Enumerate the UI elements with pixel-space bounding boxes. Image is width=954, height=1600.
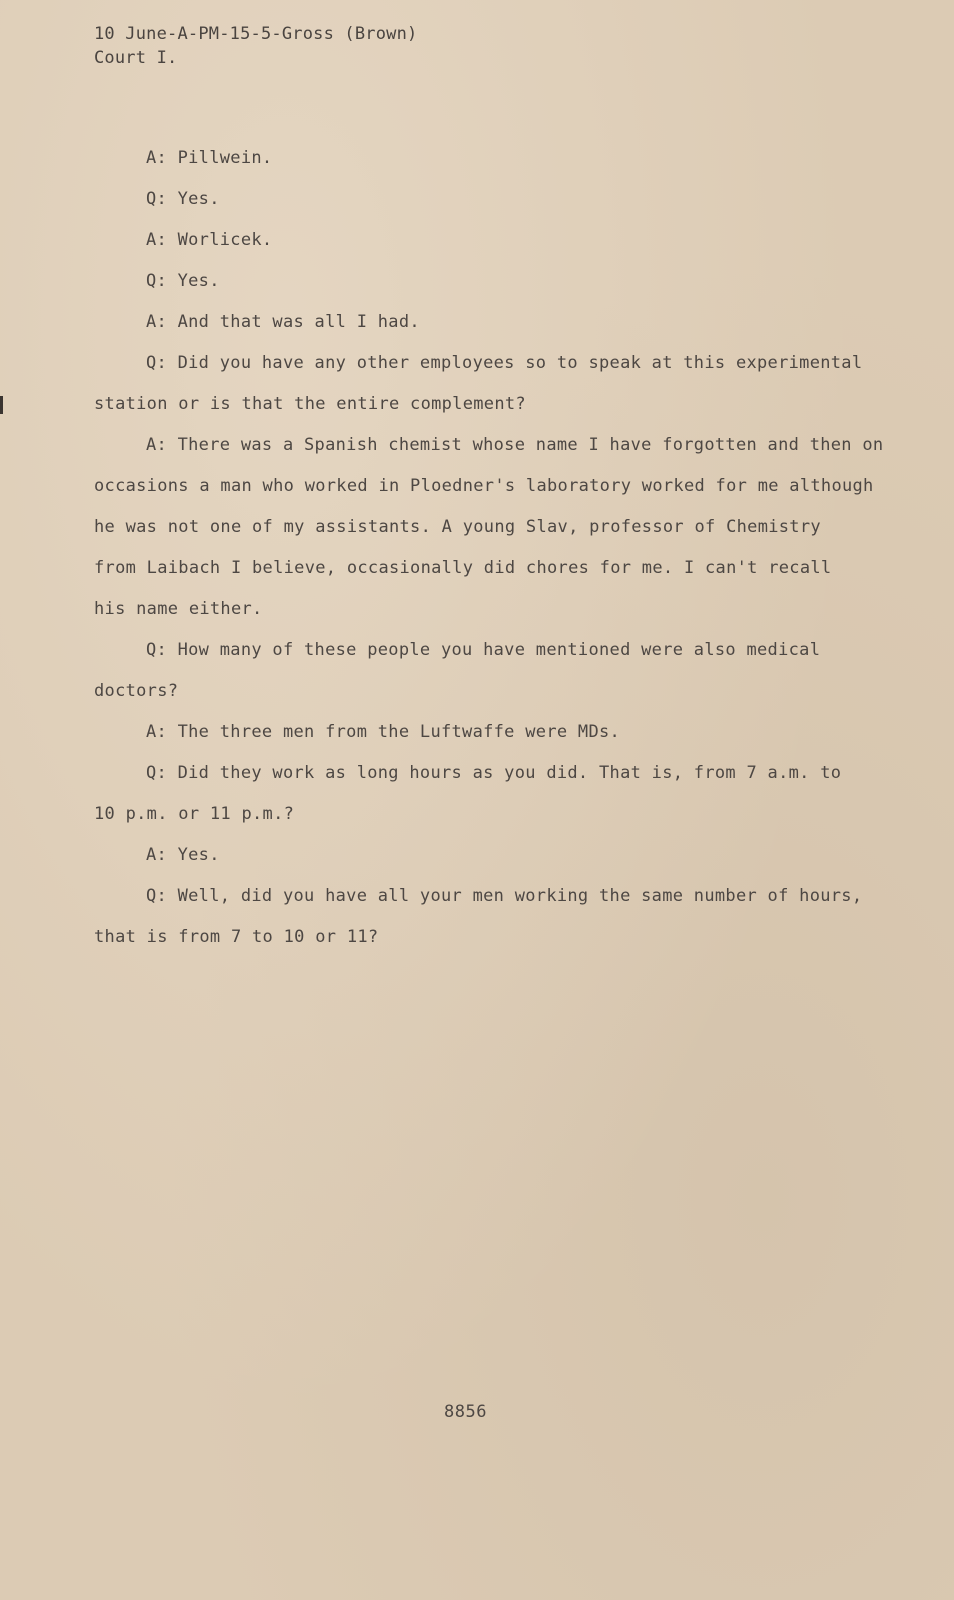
answer-continuation: from Laibach I believe, occasionally did chores for me. I can't recall xyxy=(94,558,832,578)
header-court: Court I. xyxy=(94,48,178,68)
binding-mark xyxy=(0,396,3,414)
answer-continuation: he was not one of my assistants. A young Slav, professor of Chemistry xyxy=(94,517,821,537)
answer-line: A: There was a Spanish chemist whose name I have forgotten and then on xyxy=(146,435,884,455)
question-line: Q: Well, did you have all your men working the same number of hours, xyxy=(146,886,863,906)
answer-line: A: Yes. xyxy=(146,845,220,865)
header-transcript-id: 10 June-A-PM-15-5-Gross (Brown) xyxy=(94,24,418,44)
question-line: Q: Did they work as long hours as you did. That is, from 7 a.m. to xyxy=(146,763,842,783)
question-continuation: that is from 7 to 10 or 11? xyxy=(94,927,379,947)
question-line: Q: Yes. xyxy=(146,189,220,209)
question-continuation: 10 p.m. or 11 p.m.? xyxy=(94,804,295,824)
question-line: Q: How many of these people you have mentioned were also medical xyxy=(146,640,821,660)
answer-continuation: occasions a man who worked in Ploedner's laboratory worked for me although xyxy=(94,476,874,496)
answer-line: A: Pillwein. xyxy=(146,148,273,168)
answer-line: A: Worlicek. xyxy=(146,230,273,250)
answer-line: A: The three men from the Luftwaffe were MDs. xyxy=(146,722,621,742)
page-number: 8856 xyxy=(444,1402,487,1422)
question-line: Q: Did you have any other employees so to speak at this experimental xyxy=(146,353,863,373)
answer-continuation: his name either. xyxy=(94,599,263,619)
question-line: Q: Yes. xyxy=(146,271,220,291)
question-continuation: station or is that the entire complement? xyxy=(94,394,526,414)
question-continuation: doctors? xyxy=(94,681,179,701)
answer-line: A: And that was all I had. xyxy=(146,312,420,332)
